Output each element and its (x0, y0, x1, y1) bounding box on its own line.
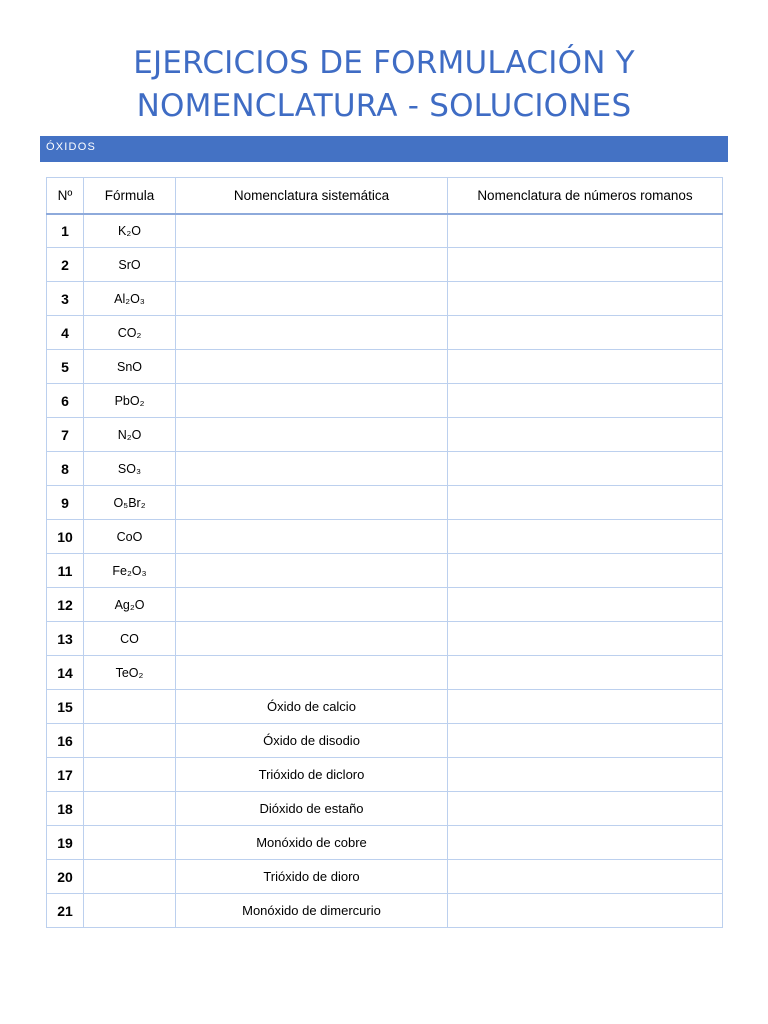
roman-numeral-name-cell (448, 350, 723, 384)
row-number-cell: 9 (47, 486, 84, 520)
row-number-cell: 12 (47, 588, 84, 622)
roman-numeral-name-cell (448, 622, 723, 656)
table-row (47, 894, 723, 928)
table-row (47, 860, 723, 894)
systematic-name-cell (176, 588, 448, 622)
roman-numeral-name-cell (448, 860, 723, 894)
systematic-name-cell: Dióxido de estaño (176, 792, 448, 826)
header-systematic-nomenclature: Nomenclatura sistemática (176, 178, 448, 214)
page-title-line-1: EJERCICIOS DE FORMULACIÓN Y (133, 45, 635, 81)
table-row (47, 486, 723, 520)
systematic-name-cell (176, 214, 448, 248)
table-row (47, 350, 723, 384)
systematic-name-cell (176, 282, 448, 316)
roman-numeral-name-cell (448, 894, 723, 928)
table-row (47, 214, 723, 248)
roman-numeral-name-cell (448, 588, 723, 622)
formula-cell: K₂O (84, 214, 176, 248)
systematic-name-cell (176, 554, 448, 588)
table-row (47, 248, 723, 282)
systematic-name-cell (176, 384, 448, 418)
row-number-cell: 13 (47, 622, 84, 656)
formula-cell: PbO₂ (84, 384, 176, 418)
formula-cell (84, 826, 176, 860)
row-number-cell: 3 (47, 282, 84, 316)
row-number-cell: 19 (47, 826, 84, 860)
row-number-cell: 8 (47, 452, 84, 486)
formula-cell (84, 690, 176, 724)
roman-numeral-name-cell (448, 248, 723, 282)
systematic-name-cell: Monóxido de cobre (176, 826, 448, 860)
table-row (47, 792, 723, 826)
row-number-cell: 4 (47, 316, 84, 350)
row-number-cell: 15 (47, 690, 84, 724)
roman-numeral-name-cell (448, 520, 723, 554)
systematic-name-cell (176, 486, 448, 520)
row-number-cell: 11 (47, 554, 84, 588)
section-label: ÓXIDOS (46, 141, 96, 153)
row-number-cell: 2 (47, 248, 84, 282)
systematic-name-cell (176, 350, 448, 384)
formula-cell: Al₂O₃ (84, 282, 176, 316)
table-row (47, 724, 723, 758)
formula-cell (84, 724, 176, 758)
formula-cell: SrO (84, 248, 176, 282)
systematic-name-cell (176, 622, 448, 656)
table-header-row (47, 178, 723, 214)
formula-cell: CO (84, 622, 176, 656)
formula-cell (84, 894, 176, 928)
table-row (47, 826, 723, 860)
systematic-name-cell: Trióxido de dioro (176, 860, 448, 894)
table-row (47, 452, 723, 486)
systematic-name-cell (176, 656, 448, 690)
roman-numeral-name-cell (448, 316, 723, 350)
roman-numeral-name-cell (448, 690, 723, 724)
table-row (47, 622, 723, 656)
formula-cell (84, 792, 176, 826)
roman-numeral-name-cell (448, 758, 723, 792)
roman-numeral-name-cell (448, 826, 723, 860)
formula-cell: CoO (84, 520, 176, 554)
table-row (47, 520, 723, 554)
systematic-name-cell (176, 316, 448, 350)
roman-numeral-name-cell (448, 486, 723, 520)
oxides-table (46, 177, 723, 928)
table-row (47, 316, 723, 350)
formula-cell: CO₂ (84, 316, 176, 350)
table-row (47, 758, 723, 792)
formula-cell: Ag₂O (84, 588, 176, 622)
systematic-name-cell (176, 520, 448, 554)
roman-numeral-name-cell (448, 792, 723, 826)
row-number-cell: 21 (47, 894, 84, 928)
page-title-line-2: NOMENCLATURA - SOLUCIONES (136, 88, 632, 124)
roman-numeral-name-cell (448, 452, 723, 486)
table-row (47, 588, 723, 622)
roman-numeral-name-cell (448, 384, 723, 418)
row-number-cell: 10 (47, 520, 84, 554)
row-number-cell: 18 (47, 792, 84, 826)
formula-cell: N₂O (84, 418, 176, 452)
systematic-name-cell (176, 452, 448, 486)
table-row (47, 690, 723, 724)
page-title (0, 42, 768, 128)
section-header (40, 136, 728, 162)
systematic-name-cell: Óxido de calcio (176, 690, 448, 724)
formula-cell: SO₃ (84, 452, 176, 486)
table-row (47, 656, 723, 690)
formula-cell: O₅Br₂ (84, 486, 176, 520)
formula-cell (84, 860, 176, 894)
row-number-cell: 14 (47, 656, 84, 690)
table-row (47, 384, 723, 418)
systematic-name-cell: Trióxido de dicloro (176, 758, 448, 792)
header-number: Nº (47, 178, 84, 214)
formula-cell: SnO (84, 350, 176, 384)
row-number-cell: 1 (47, 214, 84, 248)
roman-numeral-name-cell (448, 282, 723, 316)
header-formula: Fórmula (84, 178, 176, 214)
table-row (47, 418, 723, 452)
systematic-name-cell: Óxido de disodio (176, 724, 448, 758)
row-number-cell: 20 (47, 860, 84, 894)
systematic-name-cell: Monóxido de dimercurio (176, 894, 448, 928)
table-body (47, 214, 723, 928)
header-roman-numeral-nomenclature: Nomenclatura de números romanos (448, 178, 723, 214)
formula-cell: Fe₂O₃ (84, 554, 176, 588)
systematic-name-cell (176, 418, 448, 452)
roman-numeral-name-cell (448, 214, 723, 248)
row-number-cell: 7 (47, 418, 84, 452)
table-row (47, 554, 723, 588)
formula-cell (84, 758, 176, 792)
roman-numeral-name-cell (448, 418, 723, 452)
roman-numeral-name-cell (448, 656, 723, 690)
row-number-cell: 5 (47, 350, 84, 384)
systematic-name-cell (176, 248, 448, 282)
row-number-cell: 17 (47, 758, 84, 792)
table-row (47, 282, 723, 316)
row-number-cell: 6 (47, 384, 84, 418)
row-number-cell: 16 (47, 724, 84, 758)
roman-numeral-name-cell (448, 724, 723, 758)
formula-cell: TeO₂ (84, 656, 176, 690)
roman-numeral-name-cell (448, 554, 723, 588)
